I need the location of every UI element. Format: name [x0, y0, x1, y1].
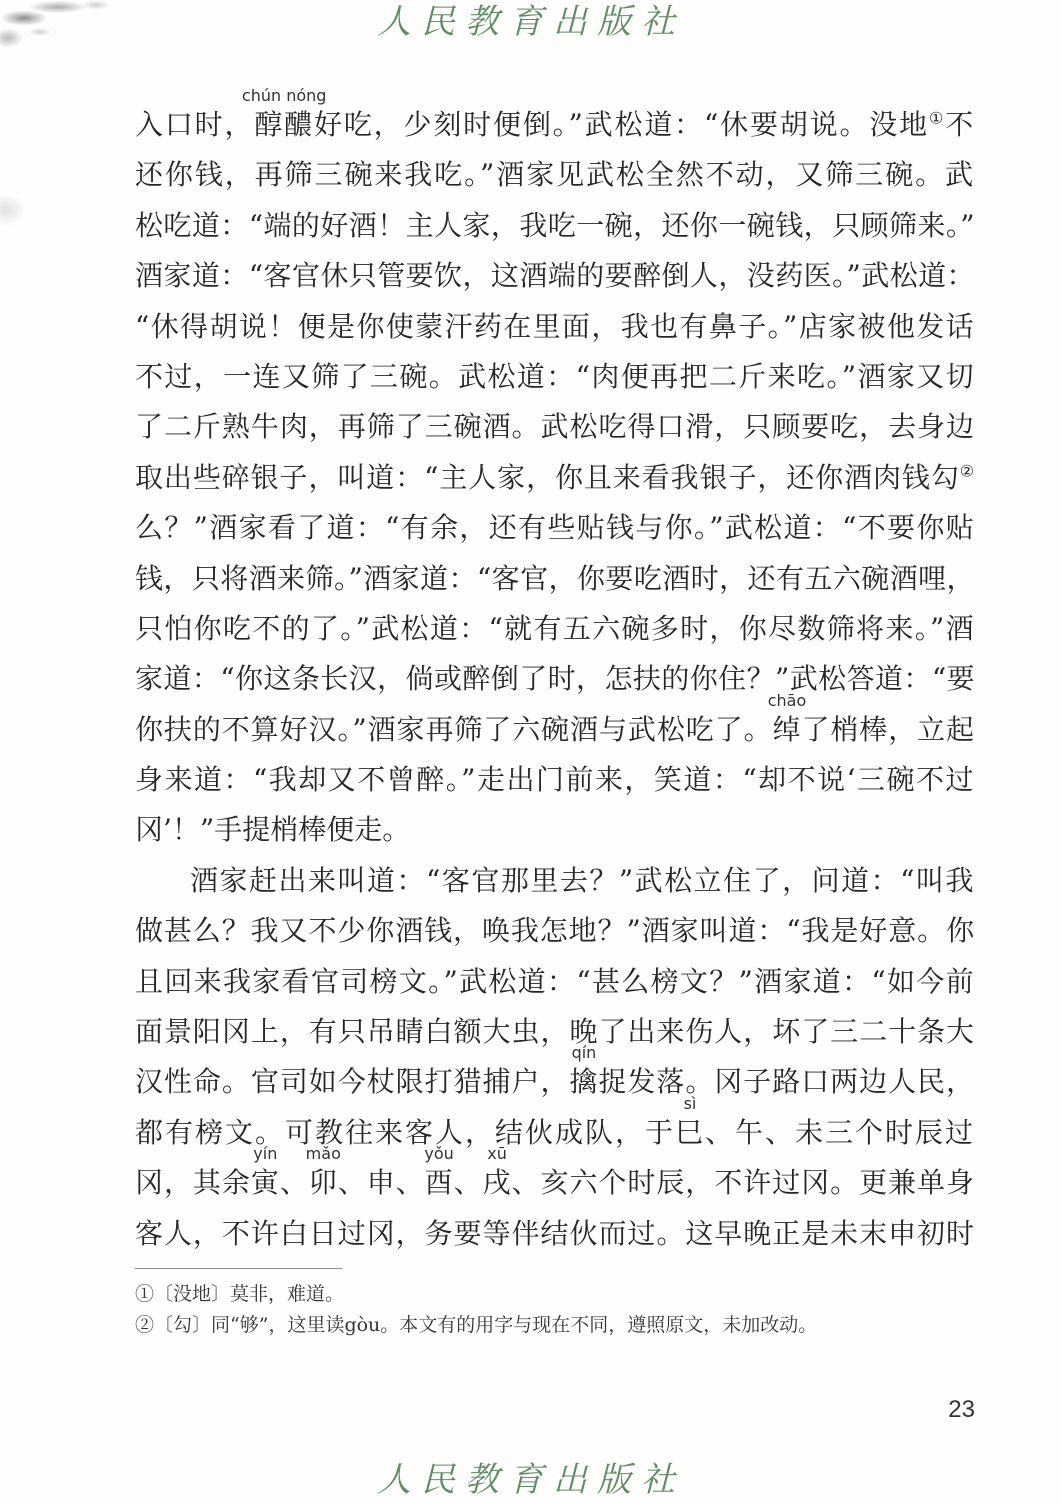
footnote-divider [135, 1268, 342, 1269]
footnote-marker: ② [135, 1314, 155, 1336]
text-segment: 只怕你吃不的了。”武松道：“就有五六碗多时，你尽数筛将来。”酒 [135, 611, 975, 645]
text-segment: 么？”酒家看了道：“有余，还有些贴钱与你。”武松道：“不要你贴 [135, 511, 975, 545]
text-segment: 松吃道：“端的好酒！主人家，我吃一碗，还你一碗钱，只顾筛来。” [135, 208, 975, 242]
text-line [135, 201, 975, 251]
annotated-character: 酉 [424, 1166, 454, 1200]
pinyin-annotation: chún nóng [241, 86, 327, 105]
text-line [135, 755, 975, 805]
footnote-term: 〔勾〕 [154, 1314, 212, 1336]
text-segment: 、申、 [337, 1166, 425, 1200]
paragraph [135, 86, 976, 856]
body-text [135, 86, 976, 1259]
page-number: 23 [948, 1396, 975, 1423]
text-segment: 钱，只将酒来筛。”酒家道：“客官，你要吃酒时，还有五六碗酒哩， [135, 561, 975, 595]
footnote-marker: ① [928, 108, 946, 128]
pinyin-annotation: mǎo [305, 1144, 341, 1164]
text-line [135, 86, 975, 150]
text-segment: 、午、未三个时辰过 [704, 1115, 975, 1149]
text-line [135, 554, 975, 604]
text-line [135, 402, 975, 452]
text-segment: 酒家赶出来叫道：“客官那里去？”武松立住了，问道：“叫我 [190, 863, 975, 897]
text-segment: 酒家道：“客官休只管要饮，这酒端的要醉倒人，没药医。”武松道： [135, 259, 975, 293]
text-segment: 做甚么？我又不少你酒钱，唤我怎地？”酒家叫道：“我是好意。你 [135, 914, 975, 948]
text-segment: 入口时， [135, 108, 255, 141]
text-segment: 、 [453, 1166, 483, 1200]
pinyin-annotation: yǒu [424, 1144, 454, 1164]
text-segment: 还你钱，再筛三碗来我吃。”酒家见武松全然不动，又筛三碗。武 [135, 158, 975, 192]
footnote-marker: ② [959, 461, 976, 481]
pinyin-annotation: sì [683, 1093, 697, 1113]
pinyin-annotation: xū [487, 1144, 507, 1164]
text-line [135, 1209, 975, 1259]
pinyin-annotated-word [482, 1144, 512, 1208]
text-segment: 冈’！”手提梢棒便走。 [135, 813, 411, 847]
text-line [135, 503, 975, 553]
annotated-character: 寅 [250, 1166, 280, 1200]
text-line [135, 805, 975, 855]
footnote-term: 〔没地〕 [154, 1283, 231, 1305]
text-line [135, 302, 975, 352]
annotated-character: 戌 [482, 1166, 512, 1200]
footnote-text: 同“够”，这里读gòu。本文有的用字与现在不同，遵照原文，未加改动。 [211, 1314, 818, 1336]
text-segment: 、亥六个时辰，不许过冈。更兼单身 [511, 1166, 975, 1200]
pinyin-annotated-word [424, 1144, 454, 1208]
text-line [135, 856, 975, 906]
pinyin-annotated-word [767, 690, 807, 755]
text-line [135, 654, 975, 704]
pinyin-annotation: chāo [767, 690, 807, 710]
text-segment: 不 [945, 108, 975, 141]
text-line [135, 906, 975, 956]
text-segment: 、 [279, 1166, 309, 1200]
text-segment: “休得胡说！便是你使蒙汗药在里面，我也有鼻子。”店家被他发话 [135, 309, 975, 343]
pinyin-annotated-word [569, 1043, 599, 1107]
text-line [135, 957, 975, 1007]
annotated-character: 巳 [674, 1115, 705, 1149]
text-line [135, 1144, 975, 1208]
footnotes [135, 1279, 817, 1341]
text-segment: 都有榜文。可教往来客人，结伙成队，于 [135, 1115, 675, 1149]
text-line [135, 150, 975, 200]
annotated-character: 卯 [308, 1166, 338, 1200]
text-segment: 且回来我家看官司榜文。”武松道：“甚么榜文？”酒家道：“如今前 [135, 964, 975, 998]
text-segment: 身来道：“我却又不曾醉。”走出门前来，笑道：“却不说‘三碗不过 [135, 763, 975, 797]
pinyin-annotation: yín [253, 1144, 278, 1164]
annotated-character: 醇醲 [254, 108, 315, 141]
text-segment: 家道：“你这条长汉，倘或醉倒了时，怎扶的你住？”武松答道：“要 [135, 662, 975, 696]
text-segment: 捉发落。冈子路口两边人民， [598, 1065, 975, 1099]
pinyin-annotated-word [305, 1144, 341, 1208]
annotated-character: 擒 [569, 1065, 599, 1099]
text-segment: 了二斤熟牛肉，再筛了三碗酒。武松吃得口滑，只顾要吃，去身边 [135, 410, 975, 444]
text-line [135, 1007, 975, 1057]
footnote-text: 莫非，难道。 [230, 1283, 345, 1305]
text-segment: 汉性命。官司如今杖限打猎捕户， [135, 1065, 570, 1099]
text-segment: 冈，其余 [135, 1166, 251, 1200]
text-line [135, 453, 975, 503]
pinyin-annotated-word [241, 86, 327, 150]
text-line [135, 251, 975, 301]
text-line [135, 352, 975, 402]
text-segment: 面景阳冈上，有只吊睛白额大虫，晚了出来伤人，坏了三二十条大 [135, 1015, 975, 1049]
ink-smudge-decoration [0, 180, 50, 240]
text-segment: 取出些碎银子，叫道：“主人家，你且来看我银子，还你酒肉钱勾 [135, 460, 960, 494]
pinyin-annotation: qín [571, 1043, 597, 1063]
text-line [135, 1043, 975, 1107]
text-segment: 不过，一连又筛了三碗。武松道：“肉便再把二斤来吃。”酒家又切 [135, 359, 975, 393]
publisher-footer: 人民教育出版社 [377, 1460, 685, 1500]
pinyin-annotated-word [674, 1093, 705, 1158]
text-line [135, 604, 975, 654]
footnote [135, 1279, 817, 1310]
text-segment: 好吃，少刻时便倒。”武松道：“休要胡说。没地 [314, 108, 929, 141]
publisher-header: 人民教育出版社 [377, 2, 685, 42]
text-segment: 了梢棒，立起 [801, 712, 975, 746]
text-segment: 客人，不许白日过冈，务要等伴结伙而过。这早晚正是未末申初时 [135, 1216, 975, 1250]
footnote-marker: ① [135, 1283, 155, 1305]
annotated-character: 绰 [772, 712, 802, 746]
text-segment: 你扶的不算好汉。”酒家再筛了六碗酒与武松吃了。 [135, 712, 773, 746]
footnote [135, 1310, 817, 1341]
text-line [135, 690, 975, 755]
paragraph [135, 856, 975, 1259]
pinyin-annotated-word [250, 1144, 280, 1208]
